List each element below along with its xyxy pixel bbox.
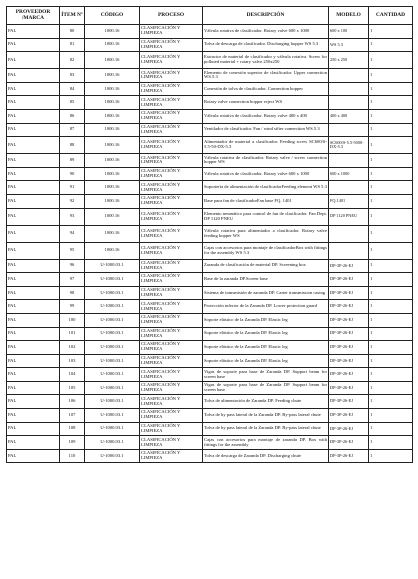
cell-descripcion: Elemento neumático para control de fan de clasificador. Fan Dept. DP 1120 PNEU xyxy=(203,208,329,225)
cell-item: 105 xyxy=(60,381,85,395)
table-row xyxy=(7,208,413,225)
cell-descripcion: Soporte elástico de la Zaranda DP. Elastic leg xyxy=(203,327,329,341)
table-row xyxy=(7,109,413,123)
cell-cantidad: 1 xyxy=(369,242,413,259)
cell-proceso: CLASIFICACIÓN Y LIMPIEZA xyxy=(140,422,203,436)
header-proveedor: PROVEEDOR /MARCA xyxy=(7,7,60,25)
cell-modelo: DP-3P-26-EJ xyxy=(329,395,369,409)
cell-cantidad: 1 xyxy=(369,273,413,287)
cell-proveedor: PAL xyxy=(7,154,60,168)
cell-item: 99 xyxy=(60,300,85,314)
cell-codigo: U-1000.03.1 xyxy=(85,422,140,436)
cell-proceso: CLASIFICACIÓN Y LIMPIEZA xyxy=(140,313,203,327)
cell-proceso: CLASIFICACIÓN Y LIMPIEZA xyxy=(140,286,203,300)
cell-modelo: DP-3P-26-EJ xyxy=(329,273,369,287)
cell-proceso: CLASIFICACIÓN Y LIMPIEZA xyxy=(140,225,203,242)
cell-item: 90 xyxy=(60,167,85,181)
cell-modelo xyxy=(329,69,369,83)
cell-codigo: 1000.16 xyxy=(85,167,140,181)
cell-modelo: DP-3P-26-EJ xyxy=(329,368,369,382)
cell-item: 84 xyxy=(60,82,85,96)
cell-item: 110 xyxy=(60,449,85,463)
cell-codigo: U-1000.03.1 xyxy=(85,368,140,382)
table-row xyxy=(7,167,413,181)
cell-modelo: DP-3P-26-EJ xyxy=(329,436,369,450)
cell-item: 87 xyxy=(60,123,85,137)
cell-proveedor: PAL xyxy=(7,409,60,423)
cell-proveedor: PAL xyxy=(7,436,60,450)
cell-proveedor: PAL xyxy=(7,69,60,83)
cell-item: 89 xyxy=(60,154,85,168)
cell-proveedor: PAL xyxy=(7,38,60,52)
cell-descripcion: Tolva de descarga de clasificador. Discharging hopper WS 5.3 xyxy=(203,38,329,52)
cell-codigo: 1000.16 xyxy=(85,137,140,154)
table-row xyxy=(7,273,413,287)
cell-codigo: 1000.16 xyxy=(85,225,140,242)
cell-item: 95 xyxy=(60,242,85,259)
cell-proceso: CLASIFICACIÓN Y LIMPIEZA xyxy=(140,123,203,137)
cell-modelo xyxy=(329,154,369,168)
cell-item: 107 xyxy=(60,409,85,423)
cell-proveedor: PAL xyxy=(7,449,60,463)
cell-proveedor: PAL xyxy=(7,341,60,355)
cell-cantidad: 1 xyxy=(369,96,413,110)
cell-proveedor: PAL xyxy=(7,137,60,154)
header-cantidad: CANTIDAD xyxy=(369,7,413,25)
table-row xyxy=(7,82,413,96)
cell-item: 109 xyxy=(60,436,85,450)
cell-proveedor: PAL xyxy=(7,286,60,300)
cell-cantidad: 1 xyxy=(369,327,413,341)
table-row xyxy=(7,300,413,314)
cell-proceso: CLASIFICACIÓN Y LIMPIEZA xyxy=(140,449,203,463)
cell-proveedor: PAL xyxy=(7,109,60,123)
cell-item: 108 xyxy=(60,422,85,436)
cell-descripcion: Cajas con accesorios para montaje de clasificadorBox with fittings for the assembly WS 5.3 xyxy=(203,242,329,259)
cell-proveedor: PAL xyxy=(7,259,60,273)
cell-modelo xyxy=(329,242,369,259)
cell-proveedor: PAL xyxy=(7,225,60,242)
cell-modelo: FQ.1401 xyxy=(329,194,369,208)
cell-descripcion: Soporte elástico de la Zaranda DP. Elastic leg xyxy=(203,354,329,368)
cell-proceso: CLASIFICACIÓN Y LIMPIEZA xyxy=(140,82,203,96)
cell-descripcion: Zaranda de clasificación de material DP. Screening box xyxy=(203,259,329,273)
cell-codigo: U-1000.03.1 xyxy=(85,354,140,368)
cell-proveedor: PAL xyxy=(7,52,60,69)
cell-modelo: DP-3P-26-EJ xyxy=(329,422,369,436)
cell-proceso: CLASIFICACIÓN Y LIMPIEZA xyxy=(140,38,203,52)
cell-modelo xyxy=(329,225,369,242)
cell-descripcion: Válvula rotativa de clasificador. Rotary valve 600 x 1000 xyxy=(203,167,329,181)
cell-descripcion: Válvula rotativa para alimentador a clasificador. Rotary valve feeding hopper WS xyxy=(203,225,329,242)
cell-modelo: SC600/S-5.5-5000-DX-5.3 xyxy=(329,137,369,154)
cell-descripcion: Cajas con accesorios para montaje de zaranda DP. Box with fittings for the assembly xyxy=(203,436,329,450)
cell-cantidad: 1 xyxy=(369,208,413,225)
cell-proveedor: PAL xyxy=(7,82,60,96)
cell-modelo: DP-3P-26-EJ xyxy=(329,381,369,395)
cell-proceso: CLASIFICACIÓN Y LIMPIEZA xyxy=(140,409,203,423)
cell-cantidad: 1 xyxy=(369,300,413,314)
cell-proceso: CLASIFICACIÓN Y LIMPIEZA xyxy=(140,52,203,69)
cell-cantidad: 1 xyxy=(369,82,413,96)
cell-cantidad: 1 xyxy=(369,259,413,273)
cell-proceso: CLASIFICACIÓN Y LIMPIEZA xyxy=(140,25,203,39)
equipment-list-page xyxy=(6,6,412,463)
cell-proveedor: PAL xyxy=(7,273,60,287)
cell-descripcion: Vigas de soporte para base de Zaranda DP. Support beam for screen base xyxy=(203,381,329,395)
cell-descripcion: Ventilador de clasificador. Fan / wind sifter connection WS.5.3 xyxy=(203,123,329,137)
cell-modelo: DP-3P-26-EJ xyxy=(329,259,369,273)
cell-proveedor: PAL xyxy=(7,181,60,195)
cell-cantidad: 1 xyxy=(369,381,413,395)
cell-codigo: 1000.16 xyxy=(85,109,140,123)
cell-descripcion: Elemento de conexión superior de clasificador. Upper connection WS.5.3 xyxy=(203,69,329,83)
cell-item: 101 xyxy=(60,327,85,341)
table-row xyxy=(7,38,413,52)
cell-item: 104 xyxy=(60,368,85,382)
cell-proceso: CLASIFICACIÓN Y LIMPIEZA xyxy=(140,137,203,154)
cell-descripcion: Válvula rotativa de clasificador. Rotary valve / screw connection hopper WS xyxy=(203,154,329,168)
table-row xyxy=(7,52,413,69)
cell-descripcion: Protección inferior de la Zaranda DP. Lower protection guard xyxy=(203,300,329,314)
cell-modelo: 600 x 100 xyxy=(329,25,369,39)
cell-proceso: CLASIFICACIÓN Y LIMPIEZA xyxy=(140,368,203,382)
cell-modelo: DP-3P-26-EJ xyxy=(329,327,369,341)
cell-proveedor: PAL xyxy=(7,25,60,39)
cell-cantidad: 1 xyxy=(369,109,413,123)
cell-descripcion: Base de la zaranda DP.Screen base xyxy=(203,273,329,287)
cell-proceso: CLASIFICACIÓN Y LIMPIEZA xyxy=(140,194,203,208)
cell-codigo: U-1000.03.1 xyxy=(85,286,140,300)
cell-descripcion: Conexión de tolva de clasificador. Connection hopper xyxy=(203,82,329,96)
table-row xyxy=(7,449,413,463)
cell-proceso: CLASIFICACIÓN Y LIMPIEZA xyxy=(140,273,203,287)
cell-proveedor: PAL xyxy=(7,327,60,341)
cell-item: 103 xyxy=(60,354,85,368)
cell-item: 97 xyxy=(60,273,85,287)
cell-descripcion: Soporte elástico de la Zaranda DP. Elastic leg xyxy=(203,341,329,355)
cell-proceso: CLASIFICACIÓN Y LIMPIEZA xyxy=(140,109,203,123)
cell-modelo: 250 x 250 xyxy=(329,52,369,69)
cell-item: 96 xyxy=(60,259,85,273)
cell-modelo: DP-3P-26-EJ xyxy=(329,286,369,300)
cell-codigo: U-1000.03.1 xyxy=(85,395,140,409)
cell-item: 91 xyxy=(60,181,85,195)
cell-item: 83 xyxy=(60,69,85,83)
cell-item: 98 xyxy=(60,286,85,300)
table-row xyxy=(7,194,413,208)
cell-cantidad: 1 xyxy=(369,436,413,450)
cell-cantidad: 1 xyxy=(369,181,413,195)
cell-item: 102 xyxy=(60,341,85,355)
table-row xyxy=(7,154,413,168)
table-row xyxy=(7,436,413,450)
cell-descripcion: Soportería de alimentación de clasificadorFeeding element WS 5.3 xyxy=(203,181,329,195)
cell-codigo: U-1000.03.1 xyxy=(85,273,140,287)
cell-codigo: U-1000.03.1 xyxy=(85,436,140,450)
table-row xyxy=(7,69,413,83)
cell-cantidad: 1 xyxy=(369,25,413,39)
cell-proveedor: PAL xyxy=(7,354,60,368)
table-row xyxy=(7,242,413,259)
cell-descripcion: Alimentador de material a clasificador. Feeding screw SC600/S-5.5-50-DX-5.3 xyxy=(203,137,329,154)
table-row xyxy=(7,137,413,154)
header-codigo: CÓDIGO xyxy=(85,7,140,25)
cell-modelo xyxy=(329,123,369,137)
cell-codigo: U-1000.03.1 xyxy=(85,341,140,355)
cell-proceso: CLASIFICACIÓN Y LIMPIEZA xyxy=(140,259,203,273)
table-row xyxy=(7,225,413,242)
cell-proveedor: PAL xyxy=(7,194,60,208)
table-row xyxy=(7,327,413,341)
cell-item: 81 xyxy=(60,38,85,52)
cell-item: 85 xyxy=(60,96,85,110)
cell-proceso: CLASIFICACIÓN Y LIMPIEZA xyxy=(140,354,203,368)
cell-proceso: CLASIFICACIÓN Y LIMPIEZA xyxy=(140,327,203,341)
cell-proceso: CLASIFICACIÓN Y LIMPIEZA xyxy=(140,69,203,83)
cell-codigo: 1000.16 xyxy=(85,82,140,96)
cell-cantidad: 1 xyxy=(369,123,413,137)
cell-descripcion: Tolva de alimentación de Zaranda DP. Feeding chute xyxy=(203,395,329,409)
cell-codigo: 1000.16 xyxy=(85,154,140,168)
cell-modelo: DP-3P-26-EJ xyxy=(329,313,369,327)
cell-cantidad: 1 xyxy=(369,52,413,69)
cell-proveedor: PAL xyxy=(7,422,60,436)
cell-descripcion: Tolva de by pass lateral de la Zaranda DP. By-pass lateral chute xyxy=(203,422,329,436)
cell-cantidad: 1 xyxy=(369,341,413,355)
cell-cantidad: 1 xyxy=(369,194,413,208)
cell-codigo: 1000.16 xyxy=(85,69,140,83)
table-row xyxy=(7,422,413,436)
cell-descripcion: Soporte elástico de la Zaranda DP. Elastic leg xyxy=(203,313,329,327)
header-item: ÍTEM Nº xyxy=(60,7,85,25)
table-row xyxy=(7,123,413,137)
cell-proceso: CLASIFICACIÓN Y LIMPIEZA xyxy=(140,167,203,181)
cell-codigo: 1000.16 xyxy=(85,242,140,259)
cell-codigo: U-1000.03.1 xyxy=(85,381,140,395)
cell-proceso: CLASIFICACIÓN Y LIMPIEZA xyxy=(140,300,203,314)
cell-modelo: DP-3P-26-EJ xyxy=(329,341,369,355)
table-row xyxy=(7,259,413,273)
cell-codigo: U-1000.03.1 xyxy=(85,449,140,463)
table-row xyxy=(7,381,413,395)
cell-modelo: DP-3P-26-EJ xyxy=(329,449,369,463)
cell-modelo xyxy=(329,181,369,195)
cell-cantidad: 1 xyxy=(369,225,413,242)
cell-proveedor: PAL xyxy=(7,208,60,225)
table-row xyxy=(7,181,413,195)
cell-proceso: CLASIFICACIÓN Y LIMPIEZA xyxy=(140,242,203,259)
table-row xyxy=(7,313,413,327)
table-row xyxy=(7,286,413,300)
table-row xyxy=(7,341,413,355)
cell-proceso: CLASIFICACIÓN Y LIMPIEZA xyxy=(140,154,203,168)
cell-cantidad: 1 xyxy=(369,449,413,463)
cell-modelo xyxy=(329,96,369,110)
cell-modelo: WS 5.3 xyxy=(329,38,369,52)
cell-modelo: DP-3P-26-EJ xyxy=(329,354,369,368)
cell-cantidad: 1 xyxy=(369,395,413,409)
cell-proceso: CLASIFICACIÓN Y LIMPIEZA xyxy=(140,181,203,195)
table-row xyxy=(7,395,413,409)
cell-cantidad: 1 xyxy=(369,368,413,382)
cell-proceso: CLASIFICACIÓN Y LIMPIEZA xyxy=(140,208,203,225)
equipment-table xyxy=(6,6,413,463)
table-row xyxy=(7,25,413,39)
cell-modelo: DP 1120 PNEU xyxy=(329,208,369,225)
table-row xyxy=(7,368,413,382)
cell-codigo: U-1000.03.1 xyxy=(85,409,140,423)
cell-proveedor: PAL xyxy=(7,123,60,137)
cell-codigo: 1000.16 xyxy=(85,38,140,52)
cell-codigo: 1000.16 xyxy=(85,181,140,195)
cell-item: 82 xyxy=(60,52,85,69)
table-row xyxy=(7,409,413,423)
cell-descripcion: Válvula rotativa de clasificador. Rotary valve 600 x 1000 xyxy=(203,25,329,39)
table-row xyxy=(7,354,413,368)
cell-descripcion: Tolva de by pass lateral de la Zaranda DP. By-pass lateral chute xyxy=(203,409,329,423)
cell-cantidad: 1 xyxy=(369,286,413,300)
cell-descripcion: Tolva de descarga de Zaranda DP. Discharging chute xyxy=(203,449,329,463)
cell-item: 106 xyxy=(60,395,85,409)
cell-codigo: U-1000.03.1 xyxy=(85,300,140,314)
cell-modelo xyxy=(329,82,369,96)
header-descripcion: DESCRIPCIÓN xyxy=(203,7,329,25)
cell-codigo: 1000.16 xyxy=(85,123,140,137)
cell-cantidad: 1 xyxy=(369,154,413,168)
cell-item: 86 xyxy=(60,109,85,123)
cell-cantidad: 1 xyxy=(369,354,413,368)
cell-codigo: 1000.16 xyxy=(85,96,140,110)
cell-proveedor: PAL xyxy=(7,395,60,409)
cell-item: 94 xyxy=(60,225,85,242)
cell-proceso: CLASIFICACIÓN Y LIMPIEZA xyxy=(140,436,203,450)
cell-cantidad: 1 xyxy=(369,409,413,423)
cell-codigo: 1000.16 xyxy=(85,194,140,208)
cell-item: 93 xyxy=(60,208,85,225)
cell-codigo: U-1000.03.1 xyxy=(85,327,140,341)
cell-proveedor: PAL xyxy=(7,96,60,110)
cell-codigo: 1000.16 xyxy=(85,52,140,69)
cell-descripcion: Base para fan de clasificadorFan base FQ. 1401 xyxy=(203,194,329,208)
cell-proceso: CLASIFICACIÓN Y LIMPIEZA xyxy=(140,395,203,409)
header-modelo: MODELO xyxy=(329,7,369,25)
cell-descripcion: Vigas de soporte para base de Zaranda DP. Support beam for screen base xyxy=(203,368,329,382)
cell-proveedor: PAL xyxy=(7,368,60,382)
table-row xyxy=(7,96,413,110)
table-body xyxy=(7,25,413,463)
cell-modelo: DP-3P-26-EJ xyxy=(329,300,369,314)
cell-proveedor: PAL xyxy=(7,381,60,395)
cell-modelo: 400 x 400 xyxy=(329,109,369,123)
cell-modelo: 600 x 1000 xyxy=(329,167,369,181)
cell-proceso: CLASIFICACIÓN Y LIMPIEZA xyxy=(140,96,203,110)
cell-descripcion: Válvula rotativa de clasificador. Rotary valve 400 x 400 xyxy=(203,109,329,123)
cell-item: 100 xyxy=(60,313,85,327)
cell-proceso: CLASIFICACIÓN Y LIMPIEZA xyxy=(140,341,203,355)
cell-proveedor: PAL xyxy=(7,167,60,181)
cell-item: 92 xyxy=(60,194,85,208)
cell-cantidad: 1 xyxy=(369,137,413,154)
cell-modelo: DP-3P-26-EJ xyxy=(329,409,369,423)
cell-cantidad: 1 xyxy=(369,313,413,327)
cell-item: 88 xyxy=(60,137,85,154)
cell-codigo: 1000.16 xyxy=(85,208,140,225)
cell-codigo: U-1000.03.1 xyxy=(85,313,140,327)
cell-codigo: 1000.16 xyxy=(85,25,140,39)
cell-descripcion: Rotary valve connection hopper reject WS xyxy=(203,96,329,110)
cell-cantidad: 1 xyxy=(369,69,413,83)
header-proceso: PROCESO xyxy=(140,7,203,25)
header-row xyxy=(7,7,413,25)
cell-proveedor: PAL xyxy=(7,242,60,259)
cell-item: 80 xyxy=(60,25,85,39)
cell-descripcion: Sistema de transmisión de zaranda DP. Carter transmission casing xyxy=(203,286,329,300)
cell-cantidad: 1 xyxy=(369,167,413,181)
cell-cantidad: 1 xyxy=(369,422,413,436)
cell-proveedor: PAL xyxy=(7,313,60,327)
cell-proveedor: PAL xyxy=(7,300,60,314)
cell-proceso: CLASIFICACIÓN Y LIMPIEZA xyxy=(140,381,203,395)
cell-codigo: U-1000.03.1 xyxy=(85,259,140,273)
cell-cantidad: 1 xyxy=(369,38,413,52)
cell-descripcion: Extractor de material de clasificador y válvula rotativa. Screw for polluted material + rotary valve 250x250 xyxy=(203,52,329,69)
